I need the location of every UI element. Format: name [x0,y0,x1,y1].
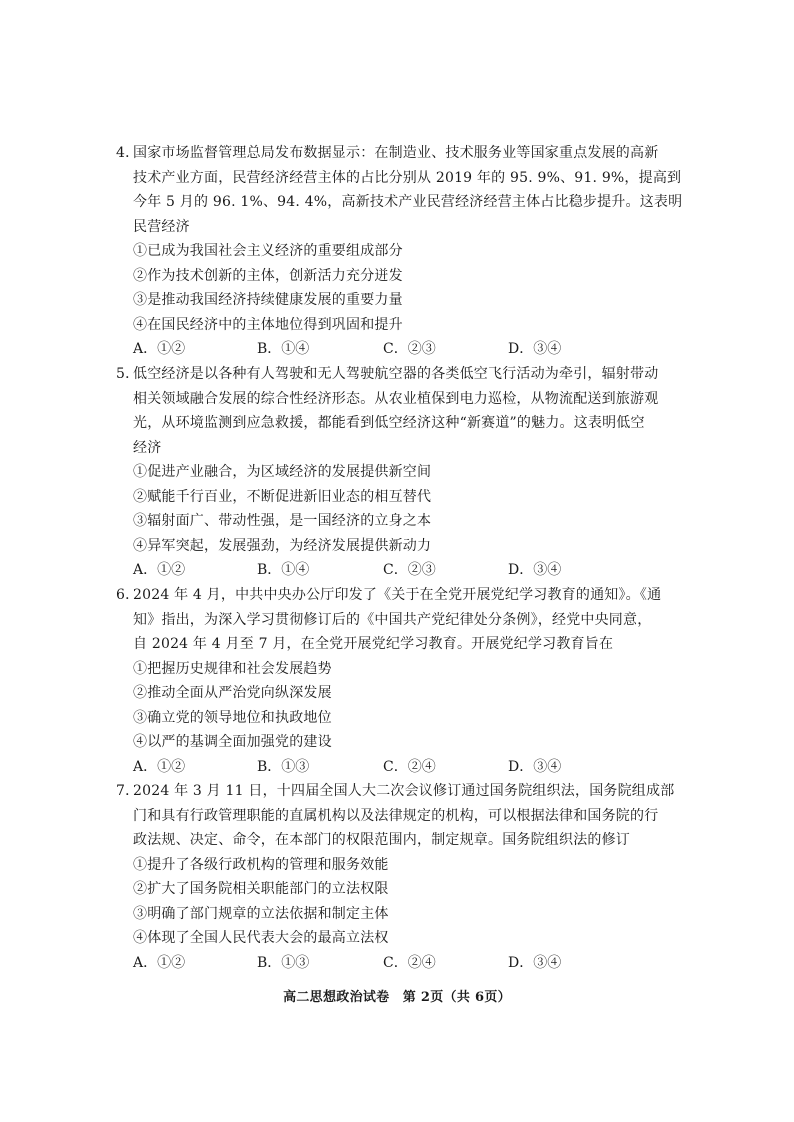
question-stem-line: 6． 2024 年 4 月，中共中央办公厅印发了《关于在全党开展党纪学习教育的通知》。《通 [133,583,673,608]
statement-item: ①提升了各级行政机构的管理和服务效能 [133,856,389,873]
statement-item: ①促进产业融合，为区域经济的发展提供新空间 [133,464,432,480]
option-b: B．①③ [257,954,310,971]
option-d: D．③④ [508,954,562,971]
question-stem-line: 民营经济 [133,218,190,235]
statement-item: ④以严的基调全面加强党的建设 [133,734,332,750]
option-b: B．①③ [257,758,310,775]
option-b: B．①④ [257,562,310,578]
question-5 [116,362,673,583]
option-d: D．③④ [508,562,562,578]
question-stem-line: 知》指出，为深入学习贯彻修订后的《中国共产党纪律处分条例》，经党中央同意， [133,611,652,628]
question-stem-line: 今年 5 月的 96. 1%、94. 4%，高新技术产业民营经济经营主体占比稳步提升。这表明 [133,194,683,210]
statement-item: ①把握历史规律和社会发展趋势 [133,660,332,677]
option-a: A．①② [133,758,186,775]
answer-options [133,755,673,780]
statement-item: ④在国民经济中的主体地位得到巩固和提升 [133,316,403,333]
statement-item: ②赋能千行百业，不断促进新旧业态的相互替代 [133,488,432,505]
statement-item: ③确立党的领导地位和执政地位 [133,709,332,726]
statement-item: ④异军突起，发展强劲，为经济发展提供新动力 [133,537,432,554]
statement-item: ①已成为我国社会主义经济的重要组成部分 [133,243,403,259]
answer-options [133,951,673,976]
question-stem-line: 7． 2024 年 3 月 11 日，十四届全国人大二次会议修订通过国务院组织法，国务院组成部 [133,779,673,804]
option-d: D．③④ [508,341,562,357]
option-c: C．②③ [383,562,436,578]
question-7 [116,779,675,975]
answer-options [133,337,673,362]
question-number: 4． [116,145,140,161]
question-stem-line: 政法规、决定、命令，在本部门的权限范围内，制定规章。国务院组织法的修订 [133,832,630,848]
question-6 [116,583,673,779]
option-d: D．③④ [508,758,562,775]
question-stem-line: 5． 低空经济是以各种有人驾驶和无人驾驶航空器的各类低空飞行活动为牵引，辐射带动 [133,362,673,387]
option-a: A．①② [133,341,186,357]
page-footer: 高二思想政治试卷 第 2页（共 6页） [283,990,511,1005]
statement-item: ③是推动我国经济持续健康发展的重要力量 [133,292,403,308]
question-stem-line: 相关领域融合发展的综合性经济形态。从农业植保到电力巡检，从物流配送到旅游观 [133,390,659,407]
statement-item: ③明确了部门规章的立法依据和制定主体 [133,905,389,922]
option-a: A．①② [133,562,186,578]
question-stem-line: 自 2024 年 4 月至 7 月，在全党开展党纪学习教育。开展党纪学习教育旨在 [133,636,614,652]
option-b: B．①④ [257,341,310,357]
question-number: 5． [116,366,140,382]
question-stem-line: 技术产业方面，民营经济经营主体的占比分别从 2019 年的 95. 9%、91. 9%，提高到 [133,169,682,186]
question-stem-line: 4． 国家市场监督管理总局发布数据显示：在制造业、技术服务业等国家重点发展的高新 [133,141,673,166]
question-stem-line: 光，从环境监测到应急救援，都能看到低空经济这种“新赛道”的魅力。这表明低空 [133,415,645,431]
question-number: 7． [116,783,140,799]
statement-item: ④体现了全国人民代表大会的最高立法权 [133,930,389,946]
question-stem-line: 门和具有行政管理职能的直属机构以及法律规定的机构，可以根据法律和国务院的行 [133,807,659,824]
option-c: C．②③ [383,341,436,357]
statement-item: ②作为技术创新的主体，创新活力充分迸发 [133,267,403,284]
statement-item: ②扩大了国务院相关职能部门的立法权限 [133,881,389,897]
question-stem-line: 经济 [133,439,162,456]
answer-options [133,558,673,583]
statement-item: ②推动全面从严治党向纵深发展 [133,685,332,701]
statement-item: ③辐射面广、带动性强，是一国经济的立身之本 [133,513,432,529]
question-4 [116,141,683,362]
option-c: C．②④ [383,758,436,775]
option-a: A．①② [133,954,186,971]
option-c: C．②④ [383,954,436,971]
question-number: 6． [116,587,140,603]
